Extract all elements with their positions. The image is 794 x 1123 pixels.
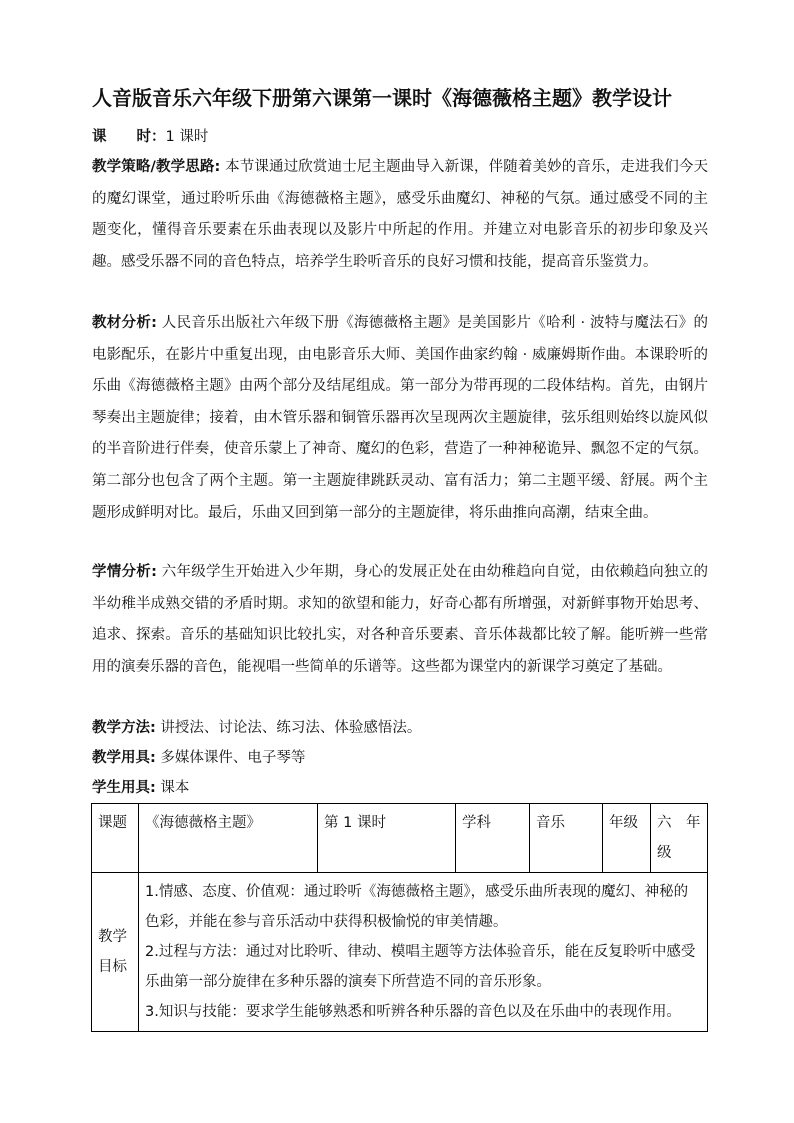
lesson-info-table [91,803,708,1032]
learner-label: 学情分析: [92,564,157,580]
grade-value-cell: 六 年级 [651,804,708,873]
goal-item-3: 3.知识与技能：要求学生能够熟悉和听辨各种乐器的音色以及在乐曲中的表现作用。 [145,1004,681,1020]
goal-item-2: 2.过程与方法：通过对比聆听、律动、模唱主题等方法体验音乐，能在反复聆听中感受乐曲第一部分旋律在多种乐器的演奏下所营造不同的音乐形象。 [145,944,696,990]
grade-label-cell: 年级 [603,804,651,873]
subject-label-cell: 学科 [456,804,530,873]
goal-item-1: 1.情感、态度、价值观：通过聆听《海德薇格主题》，感受乐曲所表现的魔幻、神秘的色彩，并能在参与音乐活动中获得积极愉悦的审美情趣。 [145,884,689,930]
teacher-tools-text: 多媒体课件、电子琴等 [155,750,306,766]
page-title: 人音版音乐六年级下册第六课第一课时《海德薇格主题》教学设计 [92,86,672,110]
topic-label-cell: 课题 [92,804,139,873]
methods-label: 教学方法: [92,720,156,736]
table-row [92,873,708,1032]
goals-content-cell [139,873,708,1032]
material-paragraph [92,308,708,529]
learner-text: 六年级学生开始进入少年期，身心的发展正处在由幼稚趋向自觉，由依赖趋向独立的半幼稚半成熟交错的矛盾时期。求知的欲望和能力，好奇心都有所增强，对新鲜事物开始思考、追求、探索。音乐的基础知识比较扎实，对各种音乐要素、音乐体裁都比较了解。能听辨一些常用的演奏乐器的音色，能视唱一些简单的乐谱等。这些都为课堂内的新课学习奠定了基础。 [92,564,708,675]
topic-value-cell: 《海德薇格主题》 [139,804,318,873]
material-label: 教材分析: [92,315,157,331]
strategy-label: 教学策略/教学思路: [92,159,221,175]
student-tools-text: 课本 [155,780,190,796]
period-cell: 第 1 课时 [318,804,456,873]
methods-paragraph [92,713,708,745]
lesson-time-label-b: 时： [136,129,166,145]
material-text: 人民音乐出版社六年级下册《海德薇格主题》是美国影片《哈利 · 波特与魔法石》的电影配乐，在影片中重复出现，由电影音乐大师、美国作曲家约翰 · 威廉姆斯作曲。本课聆听的乐曲《海德薇格主题》由两个部分及结尾组成。第一部分为带再现的二段体结构。首先，由钢片琴奏出主题旋律；接着，由木管乐器和铜管乐器再次呈现两次主题旋律，弦乐组则始终以旋风似的半音阶进行伴奏，使音乐蒙上了神奇、魔幻的色彩，营造了一种神秘诡异、飘忽不定的气氛。第二部分也包含了两个主题。第一主题旋律跳跃灵动、富有活力；第二主题平缓、舒展。两个主题形成鲜明对比。最后，乐曲又回到第一部分的主题旋律，将乐曲推向高潮，结束全曲。 [92,315,708,521]
methods-text: 讲授法、讨论法、练习法、体验感悟法。 [155,720,422,736]
lesson-time-label-a: 课 [92,129,107,145]
student-tools-label: 学生用具: [92,780,156,796]
table-row [92,804,708,873]
lesson-time-line [92,122,708,154]
teacher-tools-label: 教学用具: [92,750,156,766]
student-tools-paragraph [92,773,708,805]
teacher-tools-paragraph [92,743,708,775]
subject-value-cell: 音乐 [530,804,603,873]
lesson-time-value: 1 课时 [165,129,209,145]
learner-paragraph [92,557,708,683]
strategy-paragraph [92,152,708,278]
goals-label-cell: 教学目标 [92,873,139,1032]
strategy-text: 本节课通过欣赏迪士尼主题曲导入新课，伴随着美妙的音乐，走进我们今天的魔幻课堂，通过聆听乐曲《海德薇格主题》，感受乐曲魔幻、神秘的气氛。通过感受不同的主题变化，懂得音乐要素在乐曲表现以及影片中所起的作用。并建立对电影音乐的初步印象及兴趣。感受乐器不同的音色特点，培养学生聆听音乐的良好习惯和技能，提高音乐鉴赏力。 [92,159,709,270]
